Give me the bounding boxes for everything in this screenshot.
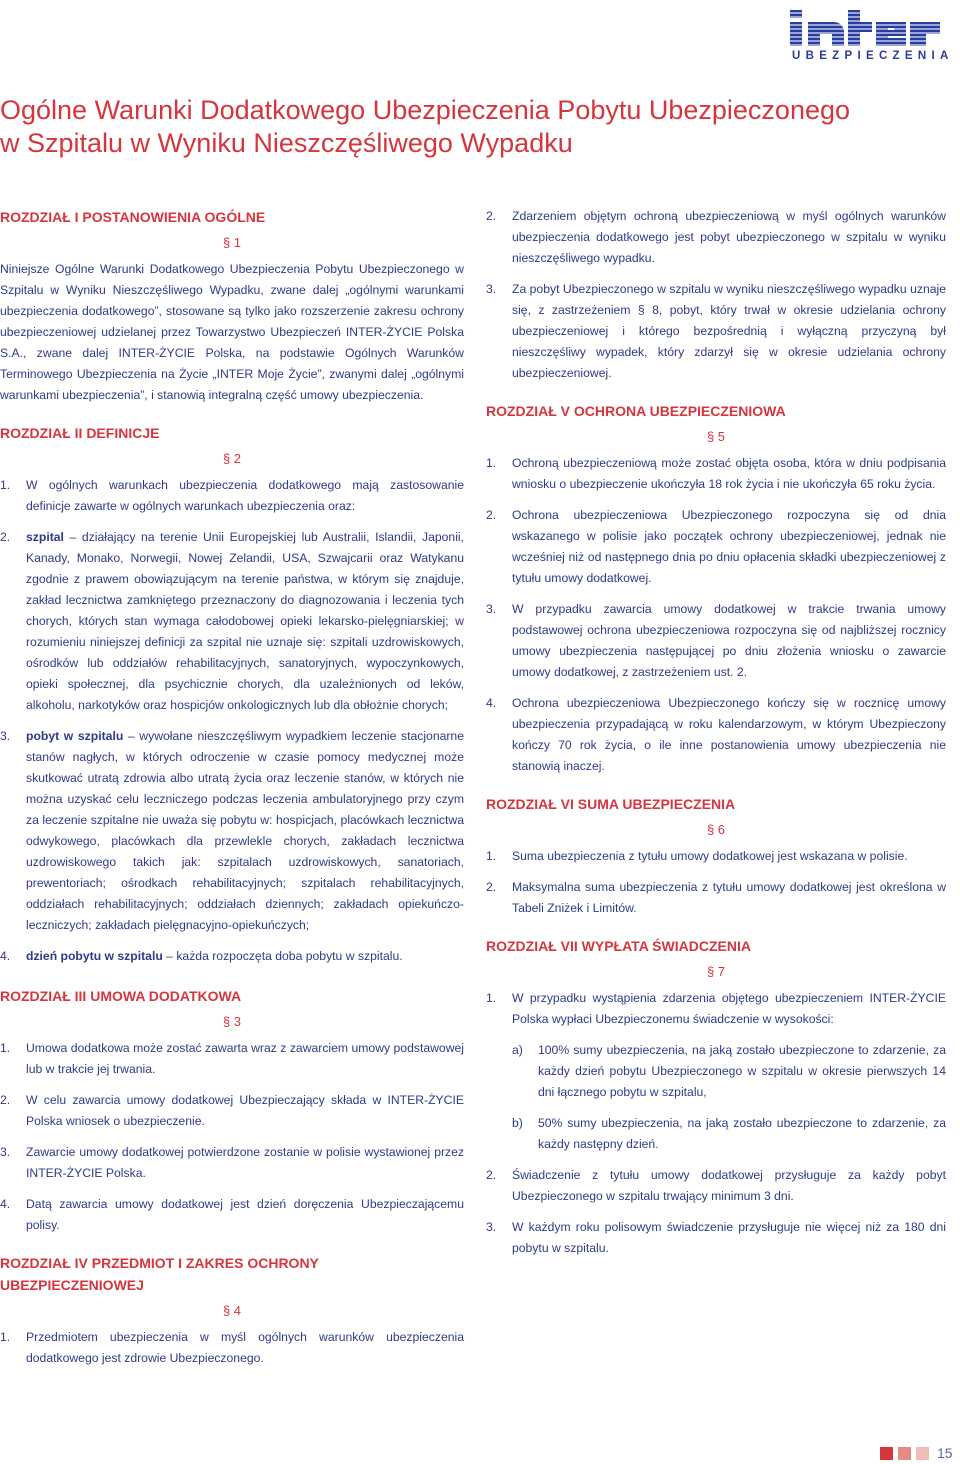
chapter-4-title: ROZDZIAŁ IV PRZEDMIOT I ZAKRES OCHRONY UBEZPIECZENIOWEJ xyxy=(0,1255,319,1293)
item-text: W przypadku wystąpienia zdarzenia objętego ubezpieczeniem INTER-ŻYCIE Polska wypłaci Ubezpieczonemu świadczenie w wysokości: xyxy=(512,991,946,1026)
item-text: Zdarzeniem objętym ochroną ubezpieczeniową w myśl ogólnych warunków ubezpieczenia dodatkowego jest pobyt ubezpieczonego w szpitalu w wyniku nieszczęśliwego wypadku. xyxy=(512,209,946,265)
item-number: 1. xyxy=(486,991,497,1005)
right-column xyxy=(486,206,946,1269)
chapter-6-title: ROZDZIAŁ VI SUMA UBEZPIECZENIA xyxy=(486,796,736,812)
sub-list-item xyxy=(512,1040,946,1103)
item-text: W przypadku zawarcia umowy dodatkowej w trakcie trwania umowy podstawowej ochrona ubezpieczeniowa rozpoczyna się od najbliższej rocznicy umowy ubezpieczenia następującej po dniu złożenia wniosku o zawarcie umowy dodatkowej, z zastrzeżeniem ust. 2. xyxy=(512,602,946,679)
item-number: 3. xyxy=(486,282,497,296)
list-item xyxy=(0,1194,464,1236)
item-text: 100% sumy ubezpieczenia, na jaką zostało ubezpieczone to zdarzenie, za każdy dzień pobytu Ubezpieczonego w szpitalu w okresie pierwszych 14 dni łącznego pobytu w szpitalu, xyxy=(538,1043,946,1099)
definition-text: – każda rozpoczęta doba pobytu w szpitalu. xyxy=(162,949,403,963)
footer-square-icon xyxy=(898,1447,911,1460)
item-number: 1. xyxy=(0,478,11,492)
chapter-1-text xyxy=(0,259,464,406)
list-item xyxy=(0,1090,464,1132)
definition-text: – działający na terenie Unii Europejskiej lub Australii, Islandii, Japonii, Kanady, Monako, Norwegii, Nowej Zelandii, USA, Szwajcarii oraz Watykanu zgodnie z prawem obowiązującym na terenie państwa, w którym się znajduje, zakład lecznictwa zamkniętego przeznaczony do diagnozowania i leczenia tych chorych, których stan wymaga całodobowej opieki lekarsko-pielęgniarskiej; w rozumieniu niniejszej definicji za szpital nie uznaje się: szpitali uzdrowiskowych, ośrodków lub oddziałów rehabilitacyjnych, sanatoryjnych, wypoczynkowych, opieki społecznej, dla psychicznie chorych, dla uzależnionych od leków, alkoholu, narkotyków oraz hospicjów onkologicznych lub dla obłożnie chorych; xyxy=(26,530,464,712)
list-item xyxy=(0,1327,464,1369)
list-item xyxy=(486,988,946,1030)
item-number: 4. xyxy=(486,696,497,710)
list-item xyxy=(486,599,946,683)
item-text: Datą zawarcia umowy dodatkowej jest dzień doręczenia Ubezpieczającemu polisy. xyxy=(26,1197,464,1232)
chapter-3-title: ROZDZIAŁ III UMOWA DODATKOWA xyxy=(0,988,242,1004)
list-item xyxy=(486,1165,946,1207)
list-item xyxy=(0,1142,464,1184)
item-text: Ochrona ubezpieczeniowa Ubezpieczonego rozpoczyna się od dnia wskazanego w polisie jako początek ochrony ubezpieczeniowej, jednak nie wcześniej niż od następnego dnia po dniu opłacenia składki ubezpieczeniowej z tytułu umowy dodatkowej. xyxy=(512,508,946,585)
item-number: 2. xyxy=(0,530,11,544)
item-text: Przedmiotem ubezpieczenia w myśl ogólnych warunków ubezpieczenia dodatkowego jest zdrowie Ubezpieczonego. xyxy=(26,1330,464,1365)
paragraph-1-mark: § 1 xyxy=(222,235,242,250)
text-segment: , i stanowią integralną część umowy ubezpieczenia. xyxy=(144,388,424,402)
paragraph-3-mark: § 3 xyxy=(222,1014,242,1029)
item-number: 1. xyxy=(0,1330,11,1344)
item-text xyxy=(26,527,464,716)
item-number: 2. xyxy=(486,880,497,894)
item-letter: a) xyxy=(512,1043,523,1057)
chapter-5-title: ROZDZIAŁ V OCHRONA UBEZPIECZENIOWA xyxy=(486,403,786,419)
list-item xyxy=(0,1038,464,1080)
item-text: Umowa dodatkowa może zostać zawarta wraz z zawarciem umowy podstawowej lub w trakcie jej trwania. xyxy=(26,1041,464,1076)
item-text: W ogólnych warunkach ubezpieczenia dodatkowego mają zastosowanie definicje zawarte w ogólnych warunkach ubezpieczenia oraz: xyxy=(26,478,464,513)
paragraph-6-mark: § 6 xyxy=(706,822,726,837)
list-item xyxy=(0,475,464,517)
item-letter: b) xyxy=(512,1116,523,1130)
item-number: 4. xyxy=(0,949,11,963)
item-number: 4. xyxy=(0,1197,11,1211)
item-text: Ochrona ubezpieczeniowa Ubezpieczonego kończy się w rocznicę umowy ubezpieczenia przypadającą w roku kalendarzowym, w którym Ubezpieczony kończy 70 rok życia, o ile inne postanowienia umowy ubezpieczenia nie stanowią inaczej. xyxy=(512,696,946,773)
list-item xyxy=(486,453,946,495)
list-item xyxy=(486,279,946,384)
definition-text: – wywołane nieszczęśliwym wypadkiem leczenie stacjonarne stanów nagłych, w których odroczenie w czasie pomocy medycznej może skutkować utratą zdrowia albo utratą życia oraz leczenie stanów, w których nie można uzyskać celu leczniczego podczas leczenia ambulatoryjnego przy czym za leczenie szpitalne nie uważa się pobytu w: hospicjach, placówkach lecznictwa odwykowego, placówkach dla przewlekle chorych, zakładach lecznictwa uzdrowiskowego takich jak: szpitalach uzdrowiskowych, sanatoriach, prewentoriach; ośrodkach rehabilitacyjnych; szpitalach rehabilitacyjnych, oddziałach rehabilitacyjnych; oddziałach dziennych; zakładach opiekuńczo-leczniczych; zakładach pielęgnacyjno-opiekuńczych; xyxy=(26,729,464,932)
definition-term: dzień pobytu w szpitalu xyxy=(26,949,163,963)
item-text: Świadczenie z tytułu umowy dodatkowej przysługuje za każdy pobyt Ubezpieczonego w szpitalu trwający minimum 3 dni. xyxy=(512,1168,946,1203)
item-number: 2. xyxy=(0,1093,11,1107)
title-line-1: Ogólne Warunki Dodatkowego Ubezpieczenia Pobytu Ubezpieczonego xyxy=(0,95,851,125)
chapter-2-title: ROZDZIAŁ II DEFINICJE xyxy=(0,425,160,441)
page-footer xyxy=(880,1446,953,1460)
defined-term: „ogólnymi warunkami ubezpieczenia” xyxy=(0,367,464,402)
item-text: Maksymalna suma ubezpieczenia z tytułu umowy dodatkowej jest określona w Tabeli Zniżek i Limitów. xyxy=(512,880,946,915)
item-number: 2. xyxy=(486,209,497,223)
footer-square-icon xyxy=(916,1447,929,1460)
definition-term: pobyt w szpitalu xyxy=(26,729,124,743)
item-number: 1. xyxy=(486,849,497,863)
chapter-1-title: ROZDZIAŁ I POSTANOWIENIA OGÓLNE xyxy=(0,209,266,225)
item-text: Zawarcie umowy dodatkowej potwierdzone zostanie w polisie wystawionej przez INTER-ŻYCIE Polska. xyxy=(26,1145,464,1180)
item-number: 1. xyxy=(0,1041,11,1055)
footer-square-icon xyxy=(880,1447,893,1460)
list-item xyxy=(486,877,946,919)
paragraph-5-mark: § 5 xyxy=(706,429,726,444)
paragraph-4-mark: § 4 xyxy=(222,1303,242,1318)
item-text: Ochroną ubezpieczeniową może zostać objęta osoba, która w dniu podpisania wniosku o ubezpieczenie ukończyła 18 rok życia i nie ukończyła 65 roku życia. xyxy=(512,456,946,491)
item-number: 2. xyxy=(486,1168,497,1182)
item-text: 50% sumy ubezpieczenia, na jaką zostało ubezpieczone to zdarzenie, za każdy następny dzień. xyxy=(538,1116,946,1151)
item-text: Za pobyt Ubezpieczonego w szpitalu w wyniku nieszczęśliwego wypadku uznaje się, z zastrzeżeniem § 8, pobyt, który trwał w okresie udzielania ochrony ubezpieczeniowej i którego bezpośrednią i wyłączną przyczyną był nieszczęśliwy wypadek, który zdarzył się w okresie udzielania ochrony ubezpieczeniowej. xyxy=(512,282,946,380)
paragraph-2-mark: § 2 xyxy=(222,451,242,466)
chapter-7-title: ROZDZIAŁ VII WYPŁATA ŚWIADCZENIA xyxy=(486,938,751,954)
list-item xyxy=(486,693,946,777)
item-number: 3. xyxy=(0,1145,11,1159)
paragraph-7-mark: § 7 xyxy=(706,964,726,979)
item-number: 3. xyxy=(0,729,11,743)
left-column xyxy=(0,206,464,1379)
item-text xyxy=(26,946,464,967)
definition-term: szpital xyxy=(26,530,64,544)
list-item xyxy=(486,505,946,589)
list-item xyxy=(486,1217,946,1259)
list-item xyxy=(486,846,946,867)
list-item xyxy=(0,726,464,936)
inter-logo-mark xyxy=(786,6,952,50)
title-line-2: w Szpitalu w Wyniku Nieszczęśliwego Wypadku xyxy=(0,128,573,158)
item-text: W każdym roku polisowym świadczenie przysługuje nie więcej niż za 180 dni pobytu w szpitalu. xyxy=(512,1220,946,1255)
page-number: 15 xyxy=(937,1445,953,1461)
item-number: 3. xyxy=(486,1220,497,1234)
logo-tagline: UBEZPIECZENIA xyxy=(792,50,954,62)
defined-term: „ogólnymi warunkami ubezpieczenia dodatkowego” xyxy=(0,283,464,318)
list-item xyxy=(0,946,464,967)
item-number: 2. xyxy=(486,508,497,522)
item-text: Suma ubezpieczenia z tytułu umowy dodatkowej jest wskazana w polisie. xyxy=(512,849,908,863)
item-text: W celu zawarcia umowy dodatkowej Ubezpieczający składa w INTER-ŻYCIE Polska wniosek o ubezpieczenie. xyxy=(26,1093,464,1128)
list-item xyxy=(486,206,946,269)
text-segment: , stosowane są tylko jako rozszerzenie zakresu ochrony ubezpieczeniowej udzielanej przez Towarzystwo Ubezpieczeń INTER-ŻYCIE Polska S.A., zwane dalej INTER-ŻYCIE Polska, na podstawie Ogólnych Warunków Terminowego Ubezpieczenia na Życie „INTER Moje Życie”, zwanymi dalej xyxy=(0,304,464,381)
sub-list-item xyxy=(512,1113,946,1155)
item-text xyxy=(26,726,464,936)
list-item xyxy=(0,527,464,716)
text-segment: Niniejsze Ogólne Warunki Dodatkowego Ubezpieczenia Pobytu Ubezpieczonego w Szpitalu w Wyniku Nieszczęśliwego Wypadku, zwane dalej xyxy=(0,262,464,297)
document-title xyxy=(0,94,960,160)
item-number: 1. xyxy=(486,456,497,470)
item-number: 3. xyxy=(486,602,497,616)
